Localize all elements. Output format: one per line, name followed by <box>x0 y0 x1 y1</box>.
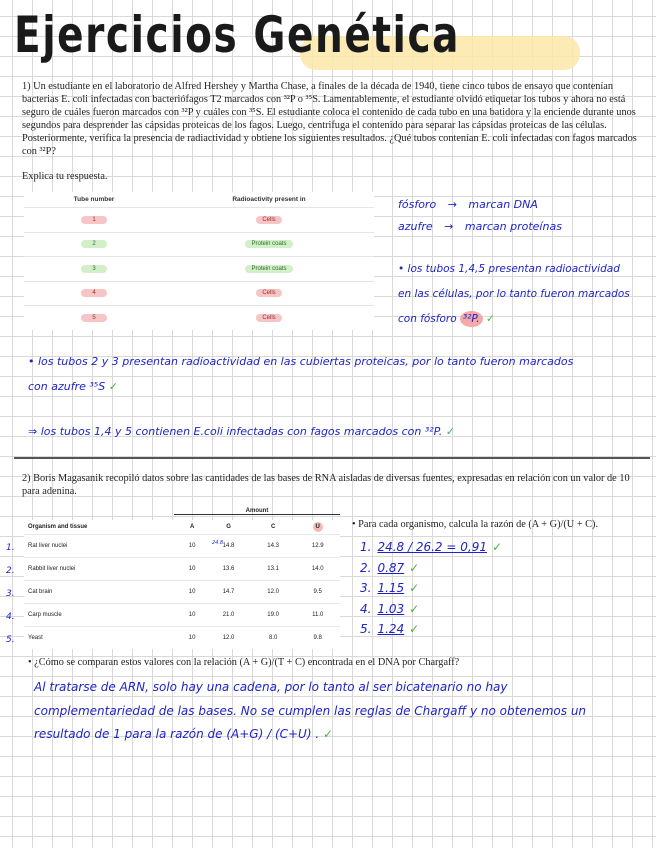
note-sulfur-meaning: marcan proteínas <box>464 220 562 233</box>
question-1-text: 1) Un estudiante en el laboratorio de Alfred Hershey y Martha Chase, a finales de la década de 1940, tiene cinco tubos de ensayo que contenían bacterias E. coli infectadas con bacteriófagos T2 marcados con ³²P o ³⁵S. Lamentablemente, el estudiante olvidó etiquetar los tubos y ahora no está seguro de cuáles fueron marcados con ³²P y cuáles con ³⁵S. El estudiante coloca el contenido de cada tubo en una batidora y la enciende durante unos segundos para desprender las cápsidas proteicas de los fagos. Luego, centrifuga el contenido para separar las cápsidas proteicas de las células. Posteriormente, verifica la presencia de radiactividad y obtiene los siguientes resultados. ¿Qué tubos contenían E. coli infectadas con fagos marcados con ³²P? <box>22 81 637 157</box>
ratio-answers <box>360 540 502 643</box>
check-icon: ✓ <box>322 727 334 741</box>
note-phosphorus <box>398 198 538 211</box>
answer-bullet-2-text: con azufre <box>28 380 86 393</box>
ratio-answer <box>360 540 502 561</box>
tube-number: 2 <box>81 240 107 248</box>
organism-cell <box>6 581 178 604</box>
answer-bullet-1-line-2: en las células, por lo tanto fueron marcados <box>398 288 630 300</box>
base-value-cell: 10 <box>178 581 206 604</box>
radioactivity-cell <box>164 232 374 257</box>
base-value-cell: 13.1 <box>251 558 296 581</box>
ratio-answer-number: 4. <box>360 601 372 616</box>
base-value-cell: 10 <box>178 627 206 650</box>
tube-number: 1 <box>81 216 107 224</box>
row-index: 5. <box>6 635 15 645</box>
note-sulfur-term: azufre <box>398 220 433 233</box>
tube-number-cell <box>24 232 164 257</box>
arrow-icon: → <box>444 220 454 233</box>
tube-row <box>24 281 374 306</box>
handwritten-answer-text: resultado de 1 para la razón de (A+G) / (C+U) . <box>34 727 320 741</box>
base-value-cell: 12.9 <box>295 535 340 558</box>
base-value-cell: 14.3 <box>251 535 296 558</box>
isotope-35s: ³⁵S <box>89 380 106 393</box>
amount-header: Amount <box>174 508 340 515</box>
bases-table-container <box>6 508 340 649</box>
base-value-cell: 10 <box>178 535 206 558</box>
tube-number: 3 <box>81 265 107 273</box>
row-index: 3. <box>6 589 15 599</box>
question-1-explain: Explica tu respuesta. <box>22 171 108 182</box>
note-phosphorus-meaning: marcan DNA <box>468 198 538 211</box>
organism-cell <box>6 627 178 650</box>
check-icon: ✓ <box>486 313 495 325</box>
organism-cell <box>6 604 178 627</box>
base-value-cell: 13.6 <box>206 558 251 581</box>
ratio-answer <box>360 581 502 602</box>
isotope-32p: ³²P. <box>463 313 480 325</box>
col-u-header <box>295 520 340 535</box>
ratio-prompt: • Para cada organismo, calcula la razón de (A + G)/(U + C). <box>352 519 599 530</box>
tube-number: 5 <box>81 314 107 322</box>
tube-row <box>24 257 374 282</box>
ratio-answer-number: 2. <box>360 560 372 575</box>
arrow-icon: → <box>447 198 457 211</box>
handwritten-answer-line-1: Al tratarse de ARN, solo hay una cadena, por lo tanto al ser bicatenario no hay <box>34 680 508 694</box>
note-sulfur <box>398 220 562 233</box>
base-value-cell: 14.0 <box>295 558 340 581</box>
organism-name: Cat brain <box>28 589 53 595</box>
base-value-cell: 9.5 <box>295 581 340 604</box>
col-u-label: U <box>313 522 323 532</box>
isotope-32p-highlight <box>460 311 483 327</box>
ratio-answer-value: 1.03 <box>377 601 405 616</box>
tube-number-cell <box>24 257 164 282</box>
bases-row <box>24 581 340 604</box>
col-c-header: C <box>270 524 276 530</box>
ratio-answer-number: 1. <box>360 540 372 554</box>
section-divider <box>14 457 650 459</box>
page-title: Ejercicios Genética <box>14 6 461 64</box>
ratio-answer-number: 5. <box>360 622 372 636</box>
ratio-answer-number: 3. <box>360 581 372 595</box>
base-value-cell: 11.0 <box>295 604 340 627</box>
tube-row <box>24 232 374 257</box>
tube-row <box>24 306 374 330</box>
compare-prompt: • ¿Cómo se comparan estos valores con la relación (A + G)/(T + C) encontrada en el DNA por Chargaff? <box>28 657 460 668</box>
tube-number-header: Tube number <box>73 196 115 203</box>
ratio-answer-value: 24.8 / 26.2 = 0,91 <box>377 540 487 554</box>
tube-table <box>24 192 374 330</box>
bases-row <box>24 627 340 650</box>
ratio-answer-value: 1.24 <box>377 622 405 636</box>
organism-header: Organism and tissue <box>28 524 88 530</box>
bases-row <box>24 535 340 558</box>
check-icon: ✓ <box>409 601 420 616</box>
tube-number-cell <box>24 306 164 330</box>
base-value-cell: 21.0 <box>206 604 251 627</box>
radioactivity-cell <box>164 306 374 330</box>
organism-cell <box>6 558 178 581</box>
base-value-cell: 8.0 <box>251 627 296 650</box>
ratio-answer <box>360 561 502 582</box>
answer-bullet-2-line-1: • los tubos 2 y 3 presentan radioactividad en las cubiertas proteicas, por lo tanto fueron marcados <box>28 355 574 368</box>
ratio-answer <box>360 622 502 643</box>
organism-name: Rat liver nuclei <box>28 543 68 549</box>
col-a-header: A <box>189 524 195 530</box>
organism-name: Yeast <box>28 635 43 641</box>
check-icon: ✓ <box>409 581 420 595</box>
check-icon: ✓ <box>491 540 503 554</box>
radioactivity-location: Protein coats <box>245 265 292 273</box>
bases-table <box>6 520 340 649</box>
row-index: 4. <box>6 612 15 622</box>
bases-row <box>24 604 340 627</box>
conclusion-line <box>28 425 455 438</box>
check-icon: ✓ <box>409 622 420 636</box>
radioactivity-cell <box>164 281 374 306</box>
answer-bullet-1-line-3 <box>398 311 495 327</box>
base-value-cell: 14.7 <box>206 581 251 604</box>
base-value-cell: 12.0 <box>206 627 251 650</box>
base-value-cell: 12.0 <box>251 581 296 604</box>
col-g-header: G <box>226 524 231 530</box>
row-index: 2. <box>6 566 15 576</box>
tube-number-cell <box>24 281 164 306</box>
answer-bullet-2-line-2 <box>28 380 118 393</box>
ratio-answer-value: 0.87 <box>377 560 405 575</box>
handwritten-answer-line-2: complementariedad de las bases. No se cumplen las reglas de Chargaff y no obtenemos un <box>34 704 587 718</box>
ratio-answer-value: 1.15 <box>377 581 405 595</box>
organism-name: Carp muscle <box>28 612 62 618</box>
radioactivity-header: Radioactivity present in <box>232 196 306 203</box>
organism-cell <box>6 535 178 558</box>
base-value-cell: 10 <box>178 604 206 627</box>
radioactivity-cell <box>164 208 374 233</box>
check-icon: ✓ <box>108 380 118 393</box>
row-index: 1. <box>6 543 15 553</box>
radioactivity-location: Cells <box>256 314 281 322</box>
tube-row <box>24 208 374 233</box>
handwritten-answer-line-3 <box>34 727 333 741</box>
tube-number: 4 <box>81 289 107 297</box>
check-icon: ✓ <box>409 560 420 575</box>
answer-bullet-1-text: con fósforo <box>398 313 457 325</box>
base-value-cell: 19.0 <box>251 604 296 627</box>
annotation-sum: 24.8 <box>212 540 224 546</box>
radioactivity-location: Cells <box>256 216 281 224</box>
radioactivity-cell <box>164 257 374 282</box>
bases-row <box>24 558 340 581</box>
conclusion-text: ⇒ los tubos 1,4 y 5 contienen E.coli infectadas con fagos marcados con ³²P. <box>28 425 443 438</box>
base-value-cell: 9.8 <box>295 627 340 650</box>
ratio-answer <box>360 602 502 623</box>
radioactivity-location: Cells <box>256 289 281 297</box>
note-phosphorus-term: fósforo <box>398 198 437 211</box>
tube-number-cell <box>24 208 164 233</box>
question-2-text: 2) Boris Magasanik recopiló datos sobre las cantidades de las bases de RNA aisladas de diversas fuentes, expresadas en relación con un valor de 10 para adenina. <box>22 473 630 497</box>
radioactivity-location: Protein coats <box>245 240 292 248</box>
organism-name: Rabbit liver nuclei <box>28 566 76 572</box>
answer-bullet-1-line-1: • los tubos 1,4,5 presentan radioactividad <box>398 263 620 275</box>
base-value-cell: 14.8 <box>206 535 251 558</box>
check-icon: ✓ <box>445 425 455 438</box>
base-value-cell: 10 <box>178 558 206 581</box>
tube-table-container <box>24 192 374 330</box>
